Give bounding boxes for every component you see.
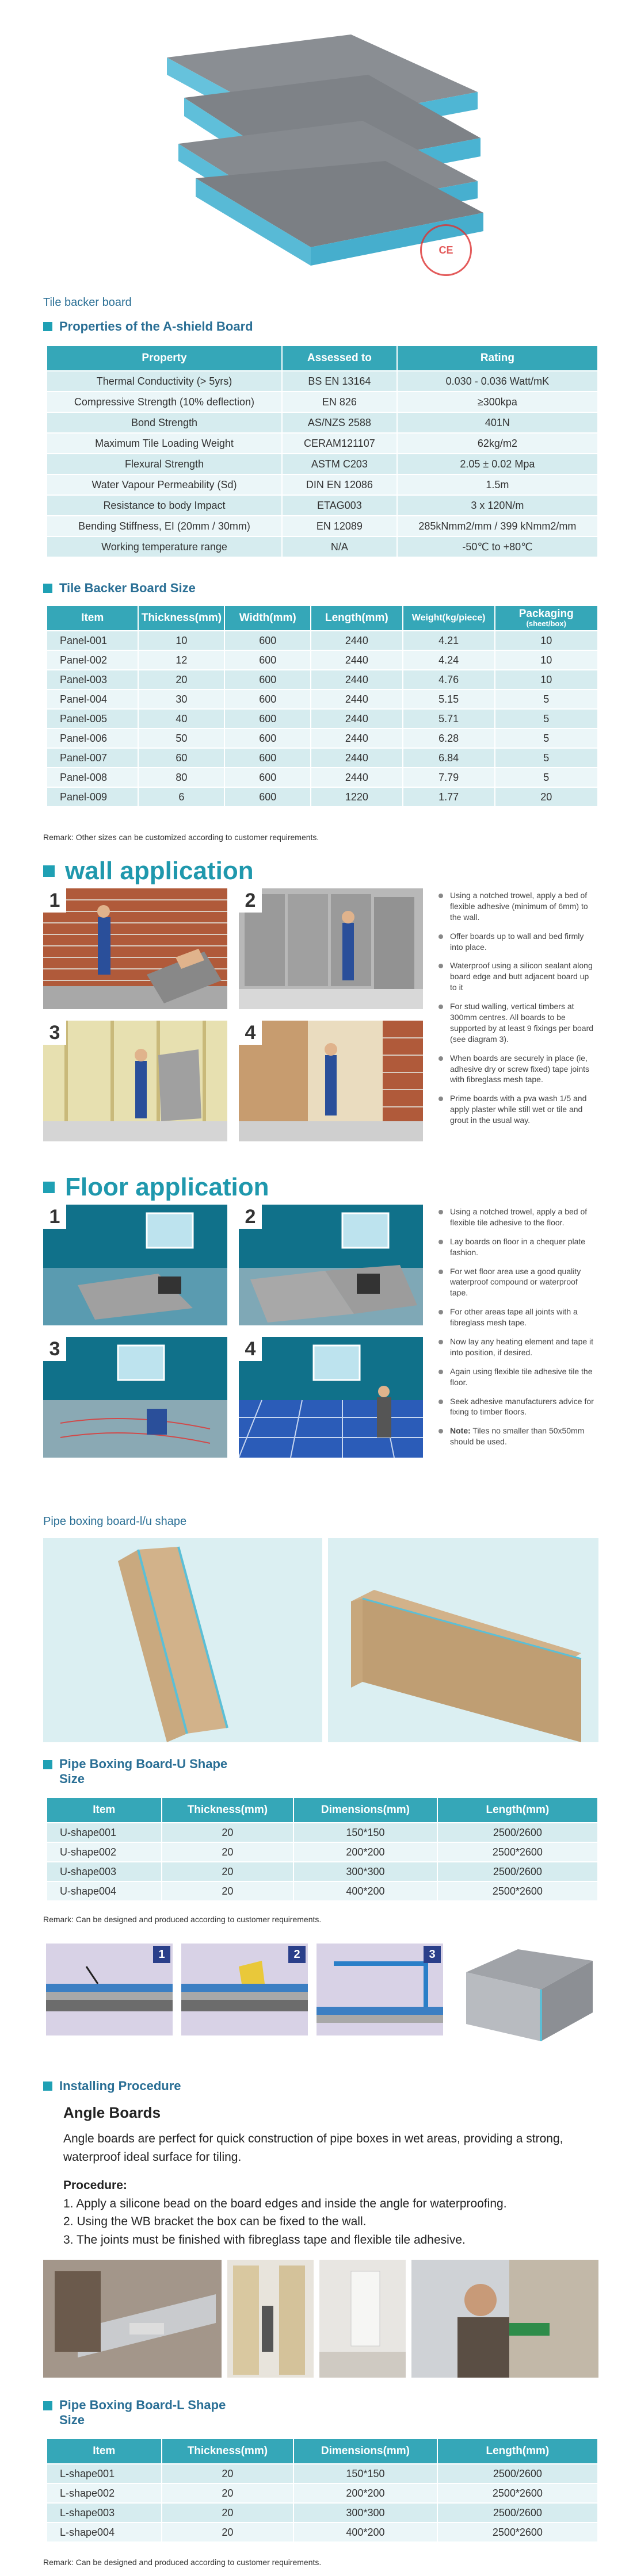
table-row (47, 670, 598, 689)
table-cell: EN 12089 (282, 516, 397, 536)
table-cell: 10 (138, 631, 224, 650)
table-cell: Panel-005 (47, 709, 138, 729)
u-shape-title: Pipe Boxing Board-U Shape Size (43, 1757, 227, 1787)
table-cell: 2500/2600 (437, 2503, 598, 2523)
diagram-number: 2 (288, 1946, 306, 1963)
table-cell: 600 (224, 689, 311, 709)
floor-application-title: Floor application (43, 1173, 269, 1202)
table-cell: L-shape002 (47, 2483, 162, 2503)
table-cell: 5 (495, 768, 598, 787)
table-cell: 5.71 (403, 709, 495, 729)
table-row (47, 1862, 598, 1881)
table-cell: 600 (224, 787, 311, 807)
table-cell: 300*300 (293, 1862, 437, 1881)
table-cell: Working temperature range (47, 536, 282, 557)
table-cell: N/A (282, 536, 397, 557)
table-cell: BS EN 13164 (282, 371, 397, 392)
table-cell: 5 (495, 689, 598, 709)
procedure-step: 1. Apply a silicone bead on the board edges and inside the angle for waterproofing. (63, 2196, 507, 2210)
table-cell: L-shape004 (47, 2523, 162, 2542)
procedure-label: Procedure: (63, 2179, 127, 2192)
table-cell: Resistance to body Impact (47, 495, 282, 516)
table-cell: 2500/2600 (437, 1823, 598, 1842)
table-cell: 6.28 (403, 729, 495, 748)
list-item: Waterproof using a silicon sealant along board edge and butt adjacent board up to it (437, 960, 596, 993)
table-cell: 600 (224, 729, 311, 748)
table-cell: 4.21 (403, 631, 495, 650)
table-cell: Flexural Strength (47, 454, 282, 474)
l-shape-title: Pipe Boxing Board-L Shape Size (43, 2398, 226, 2428)
header-property: Property (47, 346, 282, 371)
table-cell: 20 (162, 2464, 294, 2483)
list-item: Seek adhesive manufacturers advice for fixing to timber floors. (437, 1396, 596, 1418)
step-number: 2 (239, 1205, 262, 1229)
diagram-number: 3 (424, 1946, 441, 1963)
table-row (47, 392, 598, 412)
caption-tile-backer: Tile backer board (43, 296, 132, 309)
table-cell: 62kg/m2 (397, 433, 598, 454)
list-item: Prime boards with a pva wash 1/5 and apply plaster while still wet or tile and grout in the usual way. (437, 1093, 596, 1126)
table-cell: 7.79 (403, 768, 495, 787)
table-cell: 5 (495, 748, 598, 768)
diagram-2-image (181, 1943, 308, 2035)
table-row (47, 412, 598, 433)
table-row (47, 454, 598, 474)
wall-step-4-image (239, 1021, 423, 1141)
table-row (47, 495, 598, 516)
table-cell: 5 (495, 729, 598, 748)
board-size-table (46, 605, 598, 807)
table-cell: Panel-002 (47, 650, 138, 670)
table-cell: ASTM C203 (282, 454, 397, 474)
table-cell: 12 (138, 650, 224, 670)
section-square-icon (43, 2401, 52, 2410)
table-cell: Panel-001 (47, 631, 138, 650)
table-cell: ≥300kpa (397, 392, 598, 412)
header-item: Item (47, 1797, 162, 1823)
table-cell: 20 (138, 670, 224, 689)
installing-text (63, 2102, 598, 2249)
table-cell: Thermal Conductivity (> 5yrs) (47, 371, 282, 392)
table-cell: 40 (138, 709, 224, 729)
table-cell: Compressive Strength (10% deflection) (47, 392, 282, 412)
section-square-icon (43, 584, 52, 593)
table-cell: L-shape003 (47, 2503, 162, 2523)
table-cell: 600 (224, 650, 311, 670)
table-cell: 60 (138, 748, 224, 768)
table-cell: EN 826 (282, 392, 397, 412)
procedure-step: 3. The joints must be finished with fibreglass tape and flexible tile adhesive. (63, 2233, 466, 2247)
header-thickness: Thickness(mm) (162, 1797, 294, 1823)
table-cell: Panel-007 (47, 748, 138, 768)
table-cell: 200*200 (293, 2483, 437, 2503)
table-cell: AS/NZS 2588 (282, 412, 397, 433)
angle-boards-intro: Angle boards are perfect for quick construction of pipe boxes in wet areas, providing a strong, waterproof ideal surface for tiling. (63, 2132, 563, 2164)
floor-bullets (437, 1206, 596, 1455)
list-item: For wet floor area use a good quality waterproof compound or waterproof tape. (437, 1266, 596, 1299)
step-number: 3 (43, 1021, 66, 1045)
floor-step-1-image (43, 1205, 227, 1325)
table-cell: U-shape002 (47, 1842, 162, 1862)
table-cell: 20 (162, 1881, 294, 1901)
install-photo-4 (411, 2260, 598, 2378)
table-row (47, 474, 598, 495)
pipe-boxing-caption: Pipe boxing board-l/u shape (43, 1515, 187, 1528)
table-cell: Panel-009 (47, 787, 138, 807)
table-row (47, 650, 598, 670)
header-thickness: Thickness(mm) (162, 2439, 294, 2464)
table-row (47, 787, 598, 807)
hero-boards-image (144, 6, 489, 276)
table-cell: 600 (224, 748, 311, 768)
table-row (47, 2483, 598, 2503)
table-cell: 6 (138, 787, 224, 807)
step-number: 1 (43, 888, 66, 913)
table-cell: 2440 (311, 689, 403, 709)
header-length: Length(mm) (437, 2439, 598, 2464)
table-cell: 20 (495, 787, 598, 807)
section-square-icon (43, 1760, 52, 1769)
table-cell: 5.15 (403, 689, 495, 709)
table-cell: 4.76 (403, 670, 495, 689)
board-size-remark: Remark: Other sizes can be customized according to customer requirements. (43, 833, 319, 842)
table-cell: 2440 (311, 729, 403, 748)
step-number: 4 (239, 1021, 262, 1045)
table-row (47, 433, 598, 454)
u-shape-remark: Remark: Can be designed and produced according to customer requirements. (43, 1915, 322, 1924)
floor-step-4-image (239, 1337, 423, 1458)
table-cell: 2500/2600 (437, 2464, 598, 2483)
table-cell: ETAG003 (282, 495, 397, 516)
table-row (47, 631, 598, 650)
table-cell: 20 (162, 1823, 294, 1842)
header-packaging: Packaging (sheet/box) (495, 605, 598, 631)
installing-title: Installing Procedure (43, 2079, 181, 2094)
wall-step-2-image (239, 888, 423, 1009)
wall-application-title: wall application (43, 857, 254, 885)
header-width: Width(mm) (224, 605, 311, 631)
table-cell: 10 (495, 631, 598, 650)
wall-step-3-image (43, 1021, 227, 1141)
header-length: Length(mm) (311, 605, 403, 631)
table-cell: -50℃ to +80℃ (397, 536, 598, 557)
table-cell: 400*200 (293, 2523, 437, 2542)
table-cell: 600 (224, 768, 311, 787)
diagram-1-image (46, 1943, 173, 2035)
table-cell: Panel-006 (47, 729, 138, 748)
install-photo-1 (43, 2260, 222, 2378)
header-dimensions: Dimensions(mm) (293, 1797, 437, 1823)
pipe-board-l-image (328, 1538, 598, 1742)
table-cell: 2440 (311, 748, 403, 768)
properties-title: Properties of the A-shield Board (43, 319, 253, 334)
header-item: Item (47, 605, 138, 631)
procedure-step: 2. Using the WB bracket the box can be fixed to the wall. (63, 2215, 367, 2228)
step-number: 4 (239, 1337, 262, 1361)
table-cell: Panel-004 (47, 689, 138, 709)
table-cell: 30 (138, 689, 224, 709)
floor-step-2-image (239, 1205, 423, 1325)
table-cell: 200*200 (293, 1842, 437, 1862)
board-size-title: Tile Backer Board Size (43, 581, 196, 596)
table-cell: 2440 (311, 631, 403, 650)
table-cell: 2440 (311, 709, 403, 729)
table-row (47, 768, 598, 787)
list-item: For other areas tape all joints with a fibreglass mesh tape. (437, 1306, 596, 1328)
header-thickness: Thickness(mm) (138, 605, 224, 631)
table-cell: 10 (495, 670, 598, 689)
table-cell: 300*300 (293, 2503, 437, 2523)
table-row (47, 536, 598, 557)
table-row (47, 2464, 598, 2483)
list-item: When boards are securely in place (ie, adhesive dry or screw fixed) tape joints with fibreglass mesh tape. (437, 1053, 596, 1086)
table-cell: U-shape003 (47, 1862, 162, 1881)
list-item: Using a notched trowel, apply a bed of flexible tile adhesive to the floor. (437, 1206, 596, 1228)
list-item: Note: Tiles no smaller than 50x50mm should be used. (437, 1425, 596, 1447)
l-shape-table (46, 2438, 598, 2543)
table-cell: 2440 (311, 650, 403, 670)
table-cell: 20 (162, 2483, 294, 2503)
table-cell: 2440 (311, 670, 403, 689)
section-square-icon (43, 2082, 52, 2091)
section-square-icon (43, 1182, 55, 1193)
header-assessed: Assessed to (282, 346, 397, 371)
table-cell: 20 (162, 2523, 294, 2542)
install-photo-3 (319, 2260, 406, 2378)
table-cell: 3 x 120N/m (397, 495, 598, 516)
table-row (47, 689, 598, 709)
table-cell: 5 (495, 709, 598, 729)
angle-boards-heading: Angle Boards (63, 2104, 161, 2121)
table-row (47, 1881, 598, 1901)
diagram-3-image (316, 1943, 443, 2035)
step-number: 1 (43, 1205, 66, 1229)
diagram-number: 1 (153, 1946, 170, 1963)
u-shape-table (46, 1797, 598, 1902)
table-cell: 600 (224, 709, 311, 729)
table-cell: 401N (397, 412, 598, 433)
table-cell: 2500*2600 (437, 2483, 598, 2503)
table-cell: 6.84 (403, 748, 495, 768)
table-cell: Maximum Tile Loading Weight (47, 433, 282, 454)
table-cell: 20 (162, 1862, 294, 1881)
table-cell: 20 (162, 2503, 294, 2523)
table-cell: 150*150 (293, 1823, 437, 1842)
table-row (47, 729, 598, 748)
table-cell: Panel-003 (47, 670, 138, 689)
step-number: 2 (239, 888, 262, 913)
table-cell: 2500*2600 (437, 1842, 598, 1862)
table-cell: 1.77 (403, 787, 495, 807)
list-item: Lay boards on floor in a chequer plate fashion. (437, 1236, 596, 1258)
table-cell: 2500*2600 (437, 2523, 598, 2542)
step-number: 3 (43, 1337, 66, 1361)
list-item: Offer boards up to wall and bed firmly into place. (437, 931, 596, 953)
table-cell: 2.05 ± 0.02 Mpa (397, 454, 598, 474)
table-row (47, 748, 598, 768)
header-item: Item (47, 2439, 162, 2464)
table-row (47, 371, 598, 392)
table-cell: 600 (224, 631, 311, 650)
table-cell: Panel-008 (47, 768, 138, 787)
table-cell: U-shape001 (47, 1823, 162, 1842)
list-item: Now lay any heating element and tape it into position, if desired. (437, 1336, 596, 1358)
list-item: Again using flexible tile adhesive tile the floor. (437, 1366, 596, 1388)
table-cell: CERAM121107 (282, 433, 397, 454)
wall-step-1-image (43, 888, 227, 1009)
table-cell: 10 (495, 650, 598, 670)
header-weight: Weight(kg/piece) (403, 605, 495, 631)
table-cell: 2440 (311, 768, 403, 787)
table-cell: 50 (138, 729, 224, 748)
l-shape-remark: Remark: Can be designed and produced according to customer requirements. (43, 2558, 322, 2567)
table-cell: 2500/2600 (437, 1862, 598, 1881)
table-cell: 600 (224, 670, 311, 689)
table-cell: 0.030 - 0.036 Watt/mK (397, 371, 598, 392)
table-cell: 80 (138, 768, 224, 787)
table-cell: Water Vapour Permeability (Sd) (47, 474, 282, 495)
table-cell: L-shape001 (47, 2464, 162, 2483)
list-item: For stud walling, vertical timbers at 300mm centres. All boards to be supported by at least 9 fixings per board (see diagram 3). (437, 1001, 596, 1045)
table-cell: 150*150 (293, 2464, 437, 2483)
table-cell: U-shape004 (47, 1881, 162, 1901)
table-cell: 4.24 (403, 650, 495, 670)
properties-table (46, 345, 598, 558)
table-cell: 1.5m (397, 474, 598, 495)
table-cell: DIN EN 12086 (282, 474, 397, 495)
install-photo-2 (227, 2260, 314, 2378)
table-cell: 285kNmm2/mm / 399 kNmm2/mm (397, 516, 598, 536)
table-cell: Bending Stiffness, EI (20mm / 30mm) (47, 516, 282, 536)
section-square-icon (43, 322, 52, 331)
pipe-board-flat-image (43, 1538, 322, 1742)
table-cell: 20 (162, 1842, 294, 1862)
box-corner-image (455, 1938, 598, 2041)
header-rating: Rating (397, 346, 598, 371)
header-dimensions: Dimensions(mm) (293, 2439, 437, 2464)
table-row (47, 2503, 598, 2523)
section-square-icon (43, 865, 55, 877)
floor-step-3-image (43, 1337, 227, 1458)
table-row (47, 709, 598, 729)
certification-stamp: CE (420, 224, 472, 276)
table-cell: 1220 (311, 787, 403, 807)
table-row (47, 1842, 598, 1862)
table-row (47, 1823, 598, 1842)
header-length: Length(mm) (437, 1797, 598, 1823)
list-item: Using a notched trowel, apply a bed of flexible adhesive (minimum of 6mm) to the wall. (437, 890, 596, 923)
table-cell: Bond Strength (47, 412, 282, 433)
table-cell: 400*200 (293, 1881, 437, 1901)
table-row (47, 516, 598, 536)
wall-bullets (437, 890, 596, 1134)
table-cell: 2500*2600 (437, 1881, 598, 1901)
table-row (47, 2523, 598, 2542)
